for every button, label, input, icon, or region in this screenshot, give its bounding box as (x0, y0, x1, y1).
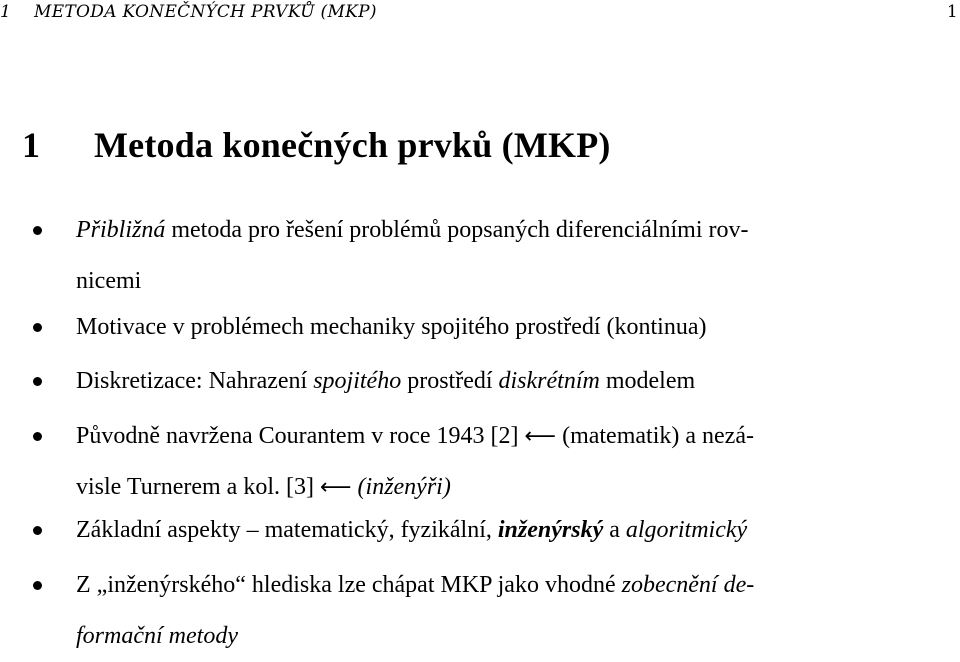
text-run: metoda pro řešení problémů popsaných diferenciálními rov- (165, 217, 749, 243)
text-run: a (603, 517, 626, 543)
list-item-line (76, 411, 948, 462)
list-item (76, 356, 948, 407)
list-item (76, 205, 948, 307)
text-run: modelem (599, 368, 696, 394)
list-item-line (76, 611, 948, 662)
text-run: prostředí (401, 368, 499, 394)
emphasis: algoritmický (625, 517, 748, 543)
bullet-icon (33, 581, 42, 590)
list-item-line: nicemi (76, 268, 142, 294)
list-item-line (76, 356, 948, 407)
emphasis: formační metody (76, 623, 238, 649)
list-item-line (76, 505, 948, 556)
bullet-icon (33, 226, 42, 235)
list-item-line (76, 205, 948, 256)
emphasis: diskrétním (498, 368, 600, 394)
bullet-icon (33, 377, 42, 386)
list-item-line (76, 560, 948, 611)
list-item (76, 560, 948, 662)
emphasis: zobecnění de- (621, 572, 755, 598)
strong-emphasis: inženýrský (497, 517, 604, 543)
emphasis: spojitého (313, 368, 402, 394)
page-number: 1 (946, 2, 958, 22)
emphasis: Přibližná (76, 217, 166, 243)
text-run: Diskretizace: Nahrazení (76, 368, 314, 394)
bullet-icon (33, 323, 42, 332)
text-run: visle Turnerem a kol. [3] (76, 474, 314, 500)
section-number: 1 (22, 125, 41, 165)
text-run: Základní aspekty – matematický, fyzikální, (76, 517, 498, 543)
section-title-text: Metoda konečných prvků (MKP) (94, 125, 611, 165)
list-item-line: Motivace v problémech mechaniky spojitého prostředí (kontinua) (76, 314, 707, 340)
emphasis: (inženýři) (357, 474, 451, 500)
list-item (76, 302, 948, 353)
left-arrow-icon: ⟵ (319, 475, 352, 500)
text-run: Z „inženýrského“ hlediska lze chápat MKP jako vhodné (76, 572, 622, 598)
section-heading (22, 124, 611, 166)
header-title: METODA KONEČNÝCH PRVKŮ (MKP) (34, 2, 377, 22)
header-section-number: 1 (0, 2, 12, 22)
bullet-icon (33, 432, 42, 441)
bullet-icon (33, 526, 42, 535)
text-run: (matematik) a nezá- (562, 423, 754, 449)
left-arrow-icon: ⟵ (524, 424, 557, 449)
list-item (76, 505, 948, 556)
text-run: Původně navržena Courantem v roce 1943 [2] (76, 423, 519, 449)
list-item (76, 411, 948, 513)
